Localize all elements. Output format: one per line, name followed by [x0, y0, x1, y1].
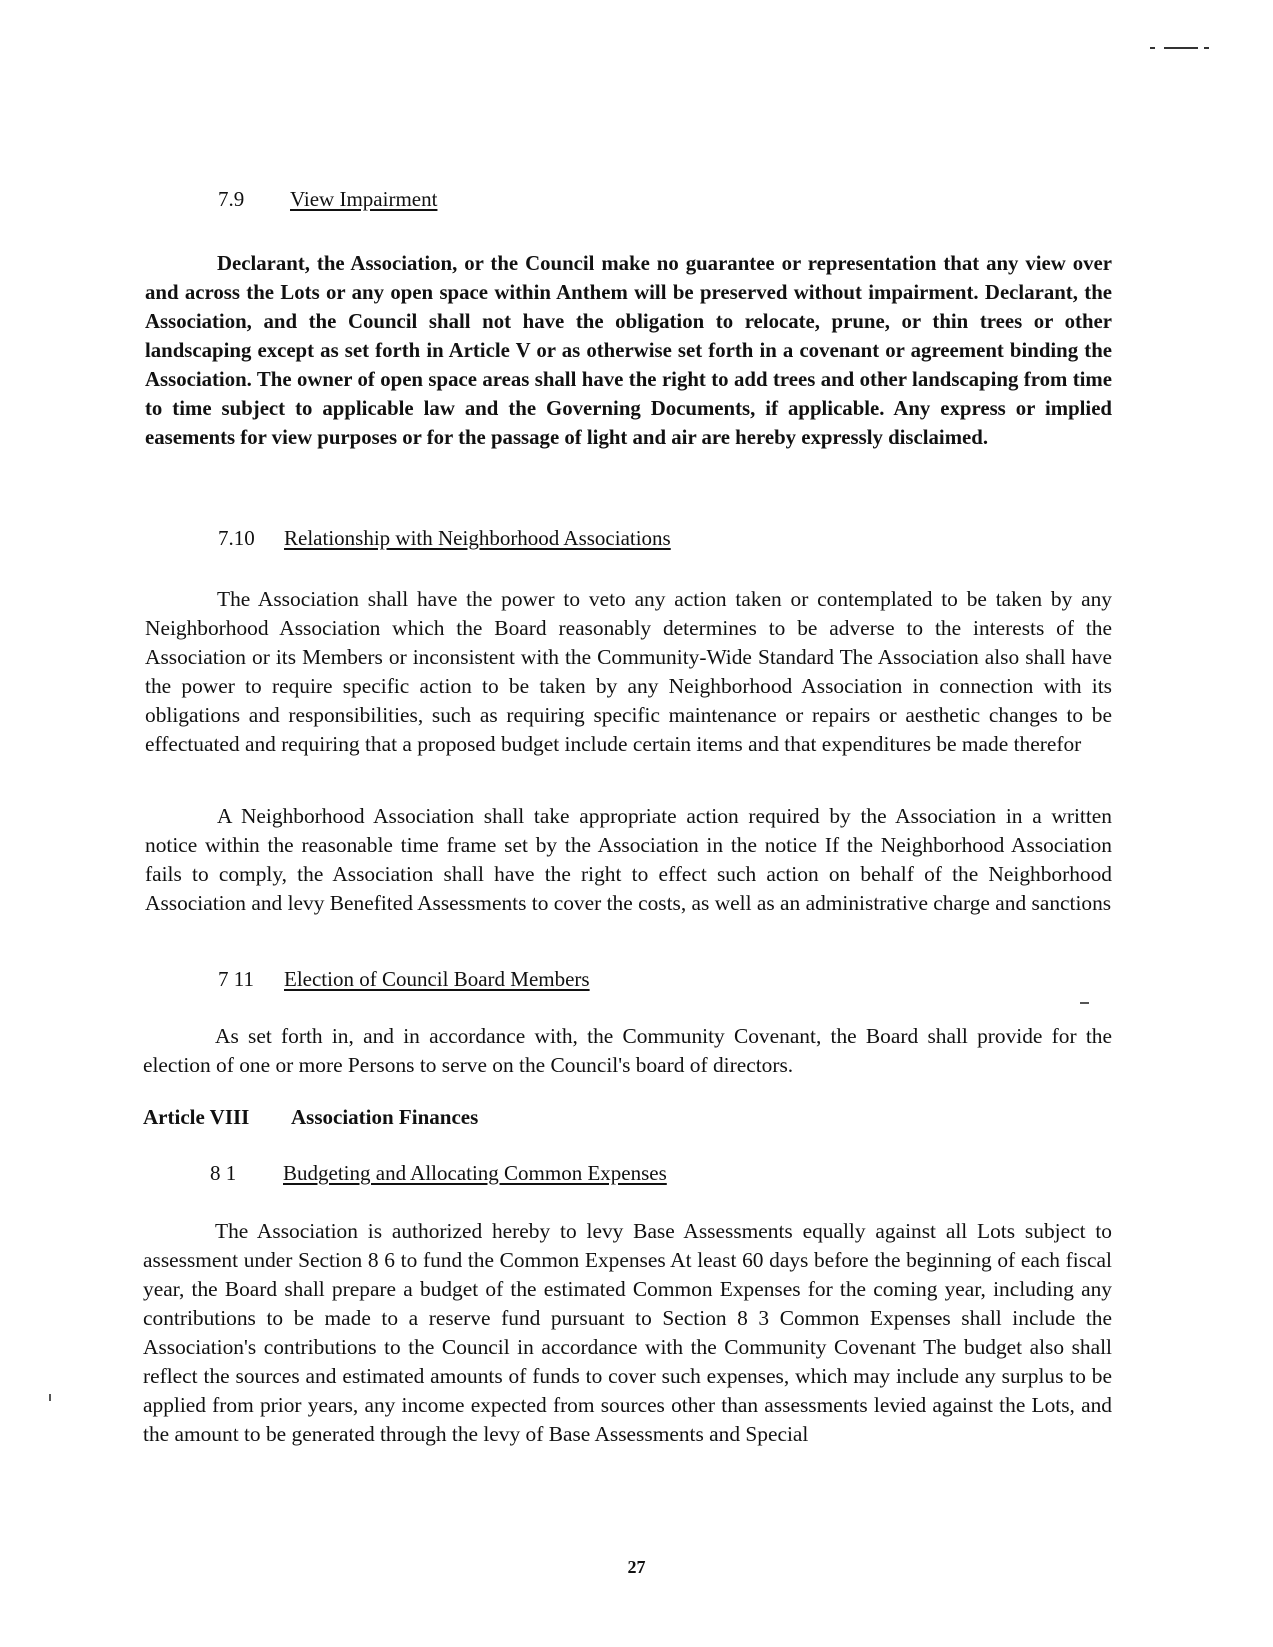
section-title: Relationship with Neighborhood Associations [284, 526, 671, 550]
paragraph-budgeting: The Association is authorized hereby to levy Base Assessments equally against all Lots subject to assessment under Section 8 6 to fund the Common Expenses At least 60 days before the beginning of each fiscal year, the Board shall prepare a budget of the estimated Common Expenses for the coming year, including any contributions to be made to a reserve fund pursuant to Section 8 3 Common Expenses shall include the Association's contributions to the Council in accordance with the Community Covenant The budget also shall reflect the sources and estimated amounts of funds to cover such expenses, which may include any surplus to be applied from prior years, any income expected from sources other than assessments levied against the Lots, and the amount to be generated through the levy of Base Assessments and Special [143, 1219, 1112, 1446]
section-title: Budgeting and Allocating Common Expenses [283, 1161, 667, 1185]
paragraph-council-election: As set forth in, and in accordance with, the Community Covenant, the Board shall provide for the election of one or more Persons to serve on the Council's board of directors. [143, 1024, 1112, 1077]
scan-artifact-dash [1080, 1002, 1089, 1004]
paragraph-neighborhood-veto: The Association shall have the power to veto any action taken or contemplated to be taken by any Neighborhood Association which the Board reasonably determines to be adverse to the interests of the Association or its Members or inconsistent with the Community-Wide Standard The Association also shall have the power to require specific action to be taken by any Neighborhood Association in connection with its obligations and responsibilities, such as requiring specific maintenance or repairs or aesthetic changes to be effectuated and requiring that a proposed budget include certain items and that expenditures be made therefor [145, 587, 1112, 756]
section-number: 7.9 [218, 187, 245, 211]
section-number: 8 1 [210, 1161, 237, 1185]
section-heading-8-1 [210, 1160, 667, 1186]
section-number: 7.10 [218, 526, 255, 550]
article-heading-viii [143, 1105, 478, 1130]
section-heading-7-10 [218, 525, 671, 551]
section-title: View Impairment [290, 187, 438, 211]
page-number: 27 [627, 1557, 646, 1577]
section-title: Election of Council Board Members [284, 967, 590, 991]
paragraph-view-impairment: Declarant, the Association, or the Council make no guarantee or representation that any view over and across the Lots or any open space within Anthem will be preserved without impairment. Declarant, the Association, and the Council shall not have the obligation to relocate, prune, or thin trees or other landscaping except as set forth in Article V or as otherwise set forth in a covenant or agreement binding the Association. The owner of open space areas shall have the right to add trees and other landscaping from time to time subject to applicable law and the Governing Documents, if applicable. Any express or implied easements for view purposes or for the passage of light and air are hereby expressly disclaimed. [145, 252, 1112, 449]
scan-artifact-dot [49, 1394, 51, 1401]
section-number: 7 11 [218, 967, 254, 991]
section-heading-7-9 [218, 186, 437, 212]
paragraph-neighborhood-action: A Neighborhood Association shall take appropriate action required by the Association in a written notice within the reasonable time frame set by the Association in the notice If the Neighborhood Association fails to comply, the Association shall have the right to effect such action on behalf of the Neighborhood Association and levy Benefited Assessments to cover the costs, as well as an administrative charge and sanctions [145, 804, 1112, 915]
article-title: Association Finances [291, 1105, 479, 1129]
section-heading-7-11 [218, 966, 590, 992]
article-number: Article VIII [143, 1105, 250, 1129]
scan-artifact-mark [1150, 47, 1212, 51]
